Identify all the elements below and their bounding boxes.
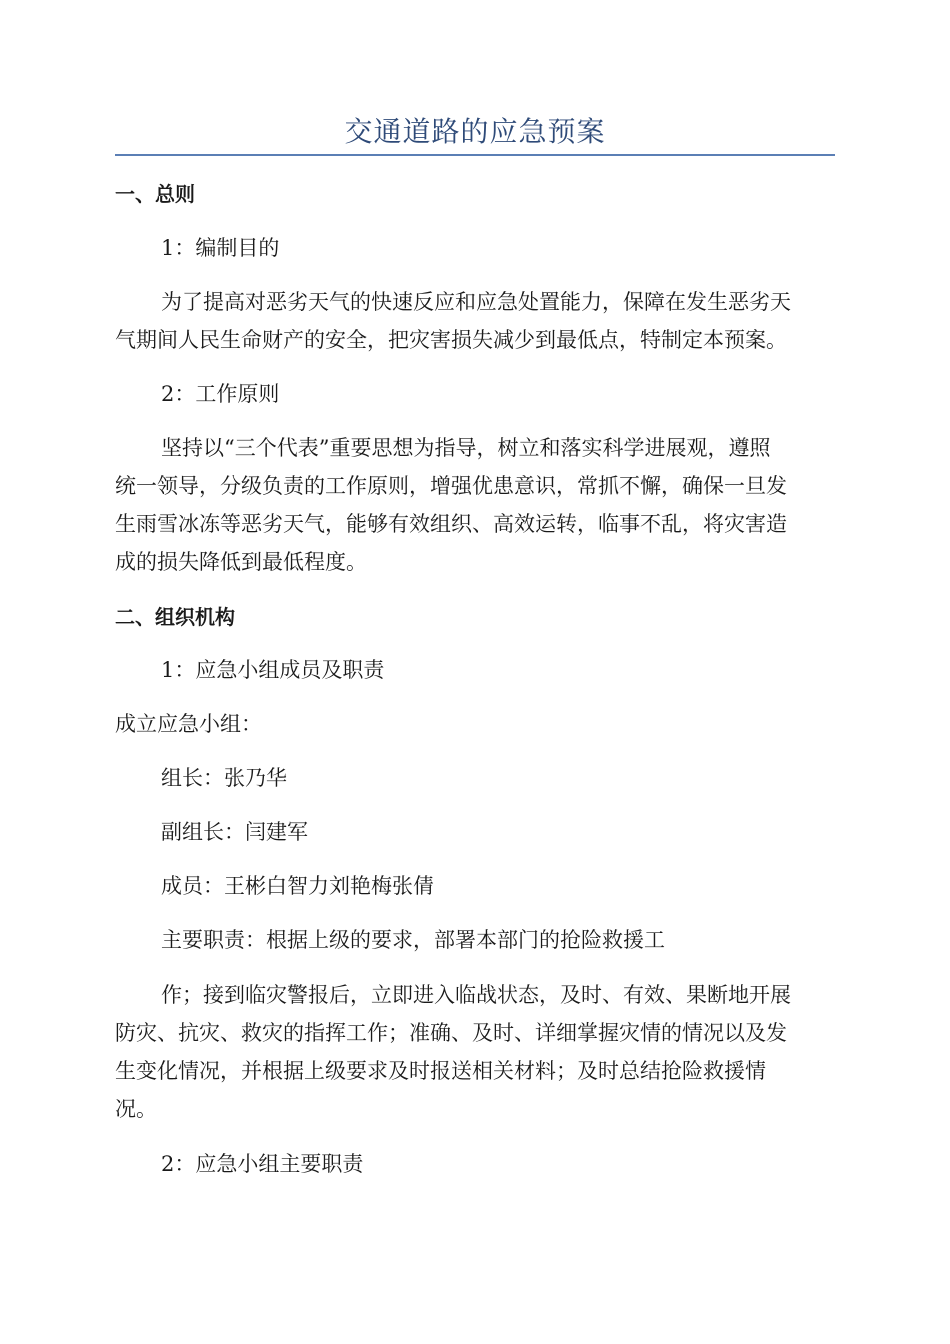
paragraph-duties-line-2: 防灾、抗灾、救灾的指挥工作；准确、及时、详细掌握灾情的情况以及发 <box>115 1021 787 1045</box>
paragraph-duties-line-1: 作；接到临灾警报后，立即进入临战状态，及时、有效、果断地开展 <box>161 983 791 1007</box>
subheading-principles: 2：工作原则 <box>161 382 280 406</box>
line-members: 成员：王彬白智力刘艳梅张倩 <box>161 874 434 898</box>
paragraph-purpose-line-2: 气期间人民生命财产的安全，把灾害损失减少到最低点，特制定本预案。 <box>115 328 787 352</box>
section-heading-organization: 二、组织机构 <box>115 605 235 629</box>
paragraph-principles-line-4: 成的损失降低到最低程度。 <box>115 550 367 574</box>
subheading-group-main-duties: 2：应急小组主要职责 <box>161 1152 364 1176</box>
paragraph-principles-line-1: 坚持以“三个代表”重要思想为指导，树立和落实科学进展观，遵照 <box>161 436 771 460</box>
document-title: 交通道路的应急预案 <box>344 115 606 148</box>
title-underline <box>115 154 835 156</box>
section-heading-general: 一、总则 <box>115 182 195 206</box>
line-establish-group: 成立应急小组： <box>115 712 262 736</box>
paragraph-principles-line-2: 统一领导，分级负责的工作原则，增强优患意识，常抓不懈，确保一旦发 <box>115 474 787 498</box>
paragraph-principles-line-3: 生雨雪冰冻等恶劣天气，能够有效组织、高效运转，临事不乱，将灾害造 <box>115 512 787 536</box>
line-group-leader: 组长：张乃华 <box>161 766 287 790</box>
subheading-members-duties: 1：应急小组成员及职责 <box>161 658 385 682</box>
subheading-purpose: 1：编制目的 <box>161 236 280 260</box>
paragraph-duties-line-4: 况。 <box>115 1097 157 1121</box>
line-deputy-leader: 副组长：闫建军 <box>161 820 308 844</box>
line-main-duties: 主要职责：根据上级的要求，部署本部门的抢险救援工 <box>161 928 665 952</box>
paragraph-duties-line-3: 生变化情况，并根据上级要求及时报送相关材料；及时总结抢险救援情 <box>115 1059 766 1083</box>
paragraph-purpose-line-1: 为了提高对恶劣天气的快速反应和应急处置能力，保障在发生恶劣天 <box>161 290 791 314</box>
